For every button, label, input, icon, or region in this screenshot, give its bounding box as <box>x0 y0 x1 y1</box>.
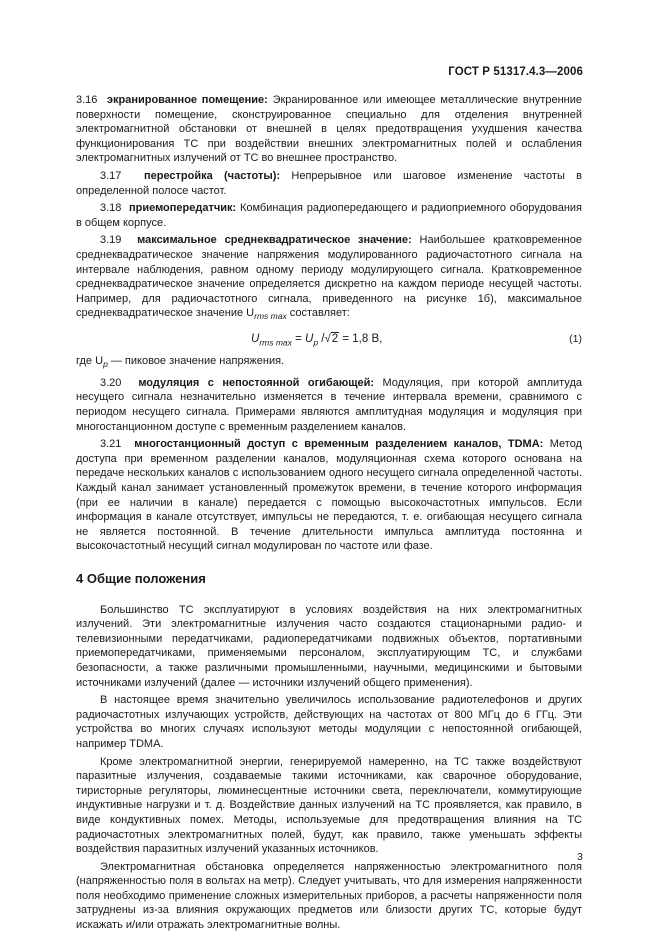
page-number: 3 <box>577 851 583 863</box>
where-text: — пиковое значение напряжения. <box>107 355 285 368</box>
definition-3-20 <box>76 376 582 434</box>
sqrt-symbol: √ <box>324 333 331 346</box>
definition-term: приемопередатчик: <box>128 202 237 215</box>
definition-3-16 <box>76 93 582 166</box>
formula-lhs: U <box>251 333 260 346</box>
body-paragraph: Электромагнитная обстановка определяется напряженностью электромагнитного поля (напряженностью поля в вольтах на метр). Следует учитывать, что для измерения напряженности поля необходимо применение сложных измерительных приборов, а расчеты напряженности поля затруднены из-за влияния окружающих предметов или близости других ТС, которые будут искажать и/или отражать электромагнитные волны. <box>76 860 582 932</box>
definition-term: максимальное среднеквадратическое значение: <box>137 234 412 247</box>
definition-text: Комбинация радиопередающего и радиоприемного оборудования в общем корпусе. <box>76 202 582 229</box>
definition-number: 3.19 <box>100 234 122 247</box>
definition-text: Метод доступа при временном разделении каналов, модуляционная схема которого основана на передаче нескольких каналов с использованием одного несущего сигнала определенной частоты. Каждый канал занимает установленный промежуток времени, в течение которого информация (при ее наличии в канале) передается с помощью высокочастотных импульсов. Если информация в канале отсутствует, импульсы не передаются, т. е. огибающая несущего сигнала не является постоянной. В течение длительности импульса амплитуда постоянна и высокочастотный несущий сигнал модулирован по частоте или фазе. <box>76 438 582 553</box>
document-body <box>76 93 582 936</box>
definition-text-tail: составляет: <box>286 307 350 320</box>
definition-text: Непрерывное или шаговое изменение частоты в определенной полосе частот. <box>76 169 582 197</box>
definition-term: многостанционный доступ с временным разделением каналов, TDMA: <box>134 438 544 451</box>
body-paragraph: В настоящее время значительно увеличилось использование радиотелефонов и других радиочастотных излучающих устройств, действующих на частотах от 800 МГц до 6 ГГц. Эти устройства во многих случаях используют методы модуляции с непостоянной огибающей, например TDMA. <box>76 694 582 750</box>
formula-equals: = <box>291 333 306 346</box>
formula-peak-subscript: p <box>313 337 319 348</box>
where-subscript: p <box>103 359 108 370</box>
body-paragraph: Большинство ТС эксплуатируют в условиях воздействия на них электромагнитных излучений. Эти электромагнитные излучения часто создаются стационарными радио- и телевизионными передатчиками, радиопередатчиками подвижных объектов, портативными приемопередатчиками, применяемыми персоналом, эксплуатирующим ТС, и службами безопасности, а также различными промышленными, научными, медицинскими и бытовыми источниками излучений (далее — источники излучений общего применения). <box>76 603 582 689</box>
formula-division: / <box>318 333 325 346</box>
definition-term: перестройка (частоты): <box>143 169 281 182</box>
definition-3-19 <box>76 233 582 324</box>
definition-term: экранированное помещение: <box>106 94 268 106</box>
formula-expression <box>251 332 382 350</box>
definition-3-18 <box>76 201 582 230</box>
body-paragraph: Кроме электромагнитной энергии, генерируемой намеренно, на ТС также воздействуют паразитные излучения, создаваемые такими источниками, как сварочное оборудование, тиристорные регуляторы, люминесцентные источники света, переключатели, коммутирующие индуктивные нагрузки и т. д. Воздействие данных излучений на ТС проявляется, как правило, в виде кондуктивных помех. Методы, используемые для предотвращения влияния на ТС радиочастотных электромагнитных полей, будут, как правило, также уменьшать эффекты воздействия паразитных излучений указанных источников. <box>76 755 582 856</box>
definition-number: 3.21 <box>100 438 122 451</box>
definition-number: 3.20 <box>100 376 122 389</box>
formula-number: (1) <box>569 333 582 346</box>
definition-number: 3.18 <box>100 202 122 215</box>
formula-peak-voltage: U <box>305 333 314 346</box>
definition-text: Экранированное или имеющее металлические внутренние поверхности помещение, сконструированное специально для отделения внутренней электромагнитной обстановки от внешней в целях предотвращения ухудшения качества функционирования ТС при воздействии внешних электромагнитных полей и ослабления электромагнитных излучений от ТС во внешнее пространство. <box>76 94 582 165</box>
where-lead: где U <box>76 355 104 368</box>
definition-term: модуляция с непостоянной огибающей: <box>138 376 375 389</box>
document-id-header: ГОСТ Р 51317.4.3—2006 <box>448 66 583 78</box>
formula-root-value: 2 <box>331 333 339 346</box>
definition-text: Модуляция, при которой амплитуда несущего сигнала незначительно изменяется в течение интервала времени, сравнимого с периодом несущего сигнала. Примерами являются амплитудная модуляция и модуляция при многостанционном доступе с временным разделением каналов. <box>76 376 582 433</box>
definition-number: 3.17 <box>100 169 122 182</box>
definition-3-17 <box>76 169 582 198</box>
formula-result: = 1,8 В, <box>339 333 383 346</box>
formula-lhs-subscript: rms max <box>259 337 292 348</box>
definition-3-21 <box>76 437 582 554</box>
definition-text: Наибольшее кратковременное среднеквадратическое значение напряжения модулированного радиочастотного сигнала на интервале наблюдения, равном одному периоду модулирующего сигнала. Кратковременное среднеквадратическое значение определяется дискретно на каждом периоде несущей частоты. Например, для радиочастотного сигнала, приведенного на рисунке 1б), максимальное среднеквадратическое значение U <box>76 234 582 320</box>
formula-1 <box>76 328 582 352</box>
where-clause <box>76 354 582 372</box>
definition-text-subscript: rms max <box>254 311 287 322</box>
section-title: 4 Общие положения <box>76 571 206 586</box>
definition-number: 3.16 <box>76 94 98 106</box>
